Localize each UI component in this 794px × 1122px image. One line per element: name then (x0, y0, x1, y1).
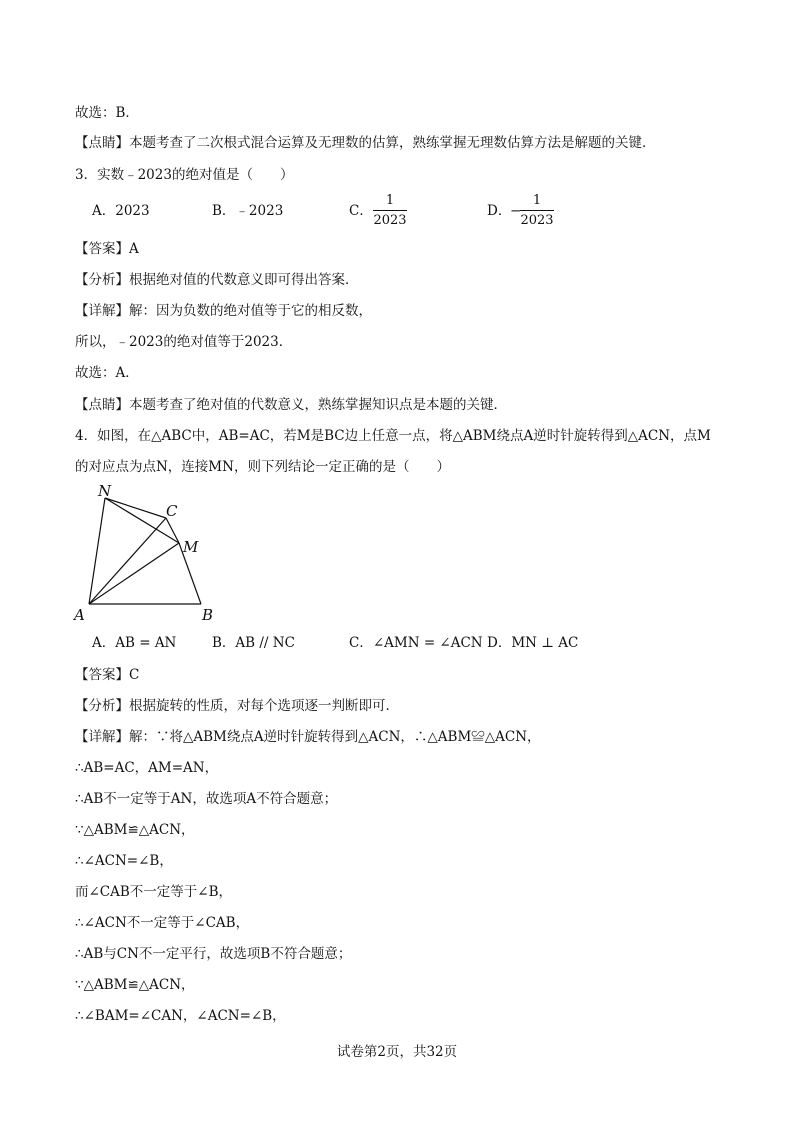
q4-option-b: B．AB // NC (212, 635, 295, 651)
label-C: C (166, 502, 178, 520)
fraction-numerator: 1 (532, 193, 542, 208)
q3-option-d-fraction (520, 193, 554, 229)
segment-NC (105, 498, 166, 518)
fraction-numerator: 1 (385, 193, 395, 208)
q3-detail: 所以，﹣2023的绝对值等于2023． (75, 334, 293, 350)
q4-detail: ∴AB=AC，AM=AN， (75, 760, 219, 776)
question-4: 4．如图，在△ABC中，AB=AC，若M是BC边上任意一点，将△ABM绕点A逆时针旋转得到△ACN，点M (75, 428, 711, 444)
q4-option-c: C．∠AMN = ∠ACN (349, 635, 483, 651)
q3-option-d-prefix: D． (487, 203, 512, 219)
q3-option-d-sign: − (510, 203, 522, 219)
q4-detail: ∴AB不一定等于AN，故选项A不符合题意； (75, 791, 338, 807)
q3-detail: 【详解】解：因为负数的绝对值等于它的相反数， (75, 303, 372, 319)
q3-choose: 故选：A． (75, 365, 139, 381)
q4-answer: 【答案】C (75, 667, 140, 683)
q4-detail: ∴∠ACN不一定等于∠CAB， (75, 915, 250, 931)
q3-option-c-fraction (373, 193, 407, 229)
q3-option-a: A．2023 (92, 203, 150, 219)
fraction-denominator: 2023 (520, 213, 554, 228)
q4-detail: ∴∠BAM=∠CAN，∠ACN=∠B， (75, 1008, 286, 1024)
q4-detail: ∴∠ACN=∠B， (75, 853, 173, 869)
q3-answer: 【答案】A (75, 241, 139, 257)
fraction-denominator: 2023 (373, 213, 407, 228)
question-3: 3．实数﹣2023的绝对值是（ ） (75, 167, 294, 183)
page-footer: 试卷第2页，共32页 (336, 1044, 458, 1060)
q4-detail: ∴AB与CN不一定平行，故选项B不符合题意； (75, 946, 352, 962)
q3-option-b: B．﹣2023 (212, 203, 284, 219)
q4-detail: ∵△ABM≌△ACN， (75, 977, 195, 993)
q3-option-c-prefix: C． (349, 203, 373, 219)
q4-detail: 而∠CAB不一定等于∠B， (75, 884, 233, 900)
q4-option-d: D．MN ⊥ AC (487, 635, 579, 651)
fraction-bar (520, 210, 554, 211)
q4-detail: ∵△ABM≌△ACN， (75, 822, 195, 838)
question-4: 的对应点为点N，连接MN，则下列结论一定正确的是（ ） (75, 459, 450, 475)
q4-option-a: A．AB = AN (92, 635, 177, 651)
q3-analysis: 【分析】根据绝对值的代数意义即可得出答案． (75, 272, 359, 288)
segment-AM (89, 543, 179, 604)
label-N: N (98, 482, 112, 500)
q4-detail: 【详解】解：∵将△ABM绕点A逆时针旋转得到△ACN，∴△ABM≌△ACN， (75, 729, 541, 745)
comment-line: 【点睛】本题考查了二次根式混合运算及无理数的估算，熟练掌握无理数估算方法是解题的关键． (75, 135, 656, 151)
fraction-bar (373, 210, 407, 211)
label-B: B (202, 606, 214, 624)
label-M: M (183, 538, 199, 556)
label-A: A (74, 606, 85, 624)
triangle-figure (72, 480, 232, 630)
text-line: 故选：B． (75, 105, 139, 121)
q3-comment: 【点睛】本题考查了绝对值的代数意义，熟练掌握知识点是本题的关键． (75, 397, 507, 413)
q4-analysis: 【分析】根据旋转的性质，对每个选项逐一判断即可． (75, 698, 399, 714)
